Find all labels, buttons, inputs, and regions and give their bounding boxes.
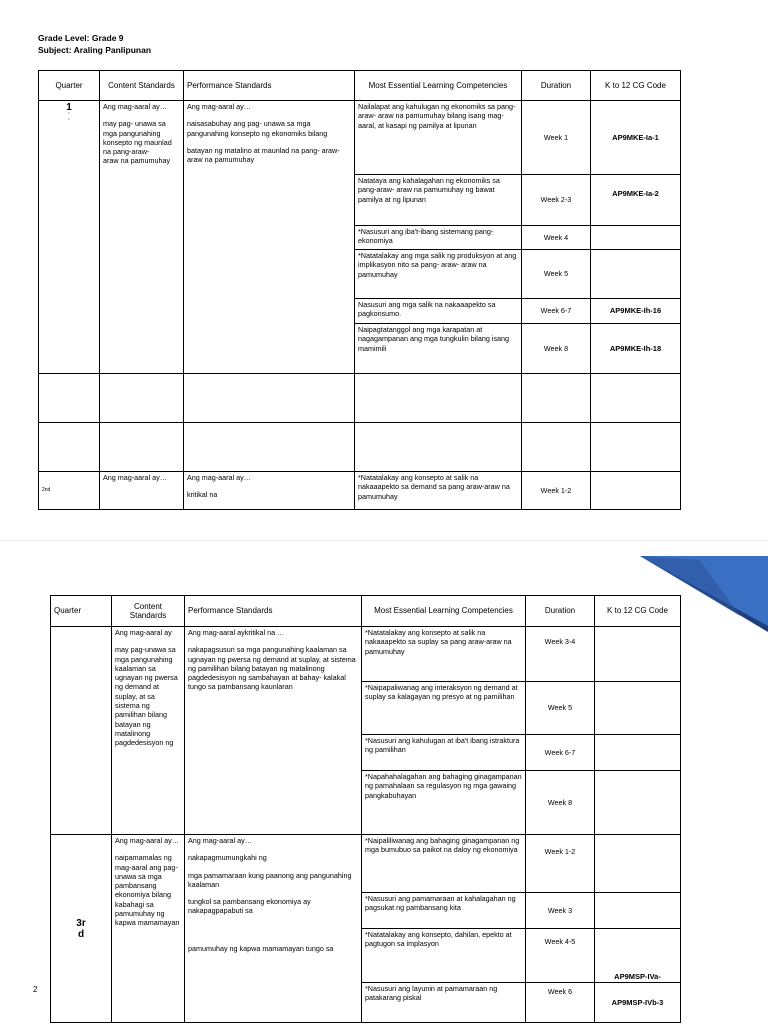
melc-cell: *Napahahalagahan ang bahaging ginagampanan ng pamahalaan sa regulasyon ng mga gawaing pangkabuhayan [362, 771, 526, 835]
performance-standards-intro: Ang mag-aaral aykritikal na … [188, 628, 285, 637]
quarter-cell [51, 627, 112, 835]
content-standards-cell [112, 627, 185, 835]
performance-standards-intro: Ang mag-aaral ay… [187, 473, 251, 482]
header-performance-standards: Performance Standards [185, 596, 362, 627]
cg-code-cell: AP9MKE-Ih-16 [591, 299, 681, 324]
performance-standards-text: nakapagsusuri sa mga pangunahing kaalaman sa ugnayan ng pwersa ng demand at suplay, at sistema ng pamilihan bilang batayan ng matalinong pagdedesisyon ng sambahayan at bahay- kalakal tungo sa pambansang kaunlaran [188, 645, 356, 692]
table-header-row [51, 596, 681, 627]
duration-cell: Week 1-2 [526, 835, 595, 893]
melc-cell: *Naipapaliwanag ang interaksyon ng demand at suplay sa kalagayan ng presyo at ng pamilihan [362, 682, 526, 735]
melc-cell: *Natatalakay ang konsepto at salik na nakaaapekto sa suplay sa pang araw-araw na pamumuhay [362, 627, 526, 682]
cg-code-cell: AP9MSP-IVa- [595, 929, 681, 983]
duration-cell: Week 1 [522, 101, 591, 175]
cg-code-cell: AP9MKE-Ia-2 [591, 175, 681, 226]
melc-cell: *Nasusuri ang layunin at pamamaraan ng patakarang piskal [362, 983, 526, 1023]
header-performance-standards: Performance Standards [184, 71, 355, 101]
content-standards-cell: Ang mag-aaral ay… [100, 472, 184, 510]
performance-standards-text: batayan ng matalino at maunlad na pang- araw- araw na pamumuhay [187, 145, 340, 165]
performance-standards-text: pamumuhay ng kapwa mamamayan tungo sa [188, 943, 334, 953]
duration-cell: Week 4-5 [526, 929, 595, 983]
table-header-row [39, 71, 681, 101]
melc-cell: *Nasusuri ang pamamaraan at kahalagahan ng pagsukat ng pambansang kita [362, 893, 526, 929]
content-standards-intro: Ang mag-aaral ay… [103, 102, 167, 111]
melc-cell: *Natatalakay ang konsepto at salik na nakaaapekto sa demand sa pang araw-araw na pamumuhay [355, 472, 522, 510]
empty-table-row [39, 374, 681, 423]
curriculum-table-page-2 [50, 595, 681, 1023]
header-duration: Duration [522, 71, 591, 101]
performance-standards-text: kritikal na [187, 490, 218, 500]
performance-standards-text: nakapagmumungkahi ng [188, 853, 267, 863]
cg-code-cell [595, 735, 681, 771]
content-standards-cell [112, 835, 185, 1023]
header-quarter: Quarter [51, 596, 112, 627]
cg-code-cell [595, 682, 681, 735]
header-quarter: Quarter [39, 71, 100, 101]
duration-cell: Week 4 [522, 226, 591, 250]
performance-standards-cell [185, 835, 362, 1023]
melc-cell: Nailalapat ang kahulugan ng ekonomiks sa pang-araw- araw na pamumuhay bilang isang mag- aaral, at kasapi ng pamilya at lipunan [355, 101, 522, 175]
header-melc: Most Essential Learning Competencies [355, 71, 522, 101]
quarter-cell [51, 835, 112, 1023]
duration-cell: Week 3-4 [526, 627, 595, 682]
duration-cell: Week 6 [526, 983, 595, 1023]
duration-cell: Week 6-7 [522, 299, 591, 324]
performance-standards-cell [184, 472, 355, 510]
page-number: 2 [33, 985, 38, 994]
performance-standards-cell [184, 101, 355, 374]
table-row [51, 835, 681, 893]
content-standards-intro: Ang mag-aaral ay… [115, 836, 179, 845]
melc-cell: *Natatalakay ang konsepto, dahilan, epekto at pagtugon sa implasyon [362, 929, 526, 983]
cg-code-cell: AP9MKE-Ia-1 [591, 101, 681, 175]
duration-cell: Week 8 [522, 324, 591, 374]
performance-standards-text: naisasabuhay ang pag- unawa sa mga pangunahing konsepto ng ekonomiks bilang [187, 119, 328, 138]
duration-cell: Week 1-2 [522, 472, 591, 510]
melc-cell: *Natatalakay ang mga salik ng produksyon at ang implikasyon nito sa pang- araw- araw na pamumuhay [355, 250, 522, 299]
duration-cell: Week 5 [522, 250, 591, 299]
cg-code-cell [591, 472, 681, 510]
melc-cell: Nasusuri ang mga salik na nakaaapekto sa pagkonsumo. [355, 299, 522, 324]
cg-code-cell [595, 893, 681, 929]
content-standards-cell [100, 101, 184, 374]
cg-code-cell [595, 627, 681, 682]
content-standards-intro: Ang mag-aaral ay [115, 628, 172, 637]
cg-code-cell: AP9MSP-IVb-3 [595, 983, 681, 1023]
performance-standards-cell [185, 627, 362, 835]
header-content-standards: Content Standards [112, 596, 185, 627]
cg-code-cell [595, 771, 681, 835]
document-header [38, 32, 151, 56]
content-standards-text: may pag- unawa sa mga pangunahing konsepto ng maunlad na pang-araw- araw na pamumuhay [103, 119, 172, 166]
table-row [39, 472, 681, 510]
table-row [51, 627, 681, 682]
header-cg-code: K to 12 CG Code [591, 71, 681, 101]
duration-cell: Week 8 [526, 771, 595, 835]
subject: Subject: Araling Panlipunan [38, 45, 152, 55]
cg-code-cell [595, 835, 681, 893]
header-duration: Duration [526, 596, 595, 627]
quarter-label: 1 [66, 102, 72, 113]
quarter-marks: ' ' [68, 113, 70, 125]
duration-cell: Week 2-3 [522, 175, 591, 226]
header-content-standards: Content Standards [100, 71, 184, 101]
performance-standards-intro: Ang mag-aaral ay… [188, 836, 252, 845]
empty-table-row [39, 423, 681, 472]
performance-standards-text: tungkol sa pambansang ekonomiya ay nakapagpapabuti sa [188, 897, 311, 916]
duration-cell: Week 3 [526, 893, 595, 929]
cg-code-cell: AP9MKE-Ih-18 [591, 324, 681, 374]
table-row [39, 101, 681, 175]
quarter-cell [39, 101, 100, 374]
melc-cell: *Nasusuri ang kahulugan at iba't ibang istraktura ng pamilihan [362, 735, 526, 771]
grade-level: Grade Level: Grade 9 [38, 33, 124, 43]
content-standards-text: may pag-unawa sa mga pangunahing kaalaman sa ugnayan ng pwersa ng demand at suplay, at sa sistema ng pamilihan bilang batayan ng matalinong pagdedesisyon ng [115, 645, 178, 748]
cg-code-cell [591, 226, 681, 250]
quarter-label: 3r d [76, 917, 86, 940]
document-page-2 [0, 540, 768, 1025]
melc-cell: *Naipaliliwanag ang bahaging ginagampanan ng mga bumubuo sa paikot na daloy ng ekonomiya [362, 835, 526, 893]
duration-cell: Week 6-7 [526, 735, 595, 771]
melc-cell: Naipagtatanggol ang mga karapatan at nagagampanan ang mga tungkulin bilang isang mamimili [355, 324, 522, 374]
melc-cell: Natataya ang kahalagahan ng ekonomiks sa pang-araw- araw na pamumuhay ng bawat pamilya at ng lipunan [355, 175, 522, 226]
header-cg-code: K to 12 CG Code [595, 596, 681, 627]
curriculum-table-page-1 [38, 70, 681, 510]
performance-standards-text: mga pamamaraan kung paanong ang pangunahing kaalaman [188, 870, 352, 889]
content-standards-text: naipamamalas ng mag-aaral ang pag-unawa sa mga pambansang ekonomiya bilang kabahagi sa pamumuhay ng kapwa mamamayan [115, 853, 180, 928]
performance-standards-intro: Ang mag-aaral ay… [187, 102, 251, 111]
cg-code-cell [591, 250, 681, 299]
quarter-label: 2nd [39, 472, 100, 510]
duration-cell: Week 5 [526, 682, 595, 735]
melc-cell: *Nasusuri ang iba't-ibang sistemang pang-ekonomiya [355, 226, 522, 250]
header-melc: Most Essential Learning Competencies [362, 596, 526, 627]
